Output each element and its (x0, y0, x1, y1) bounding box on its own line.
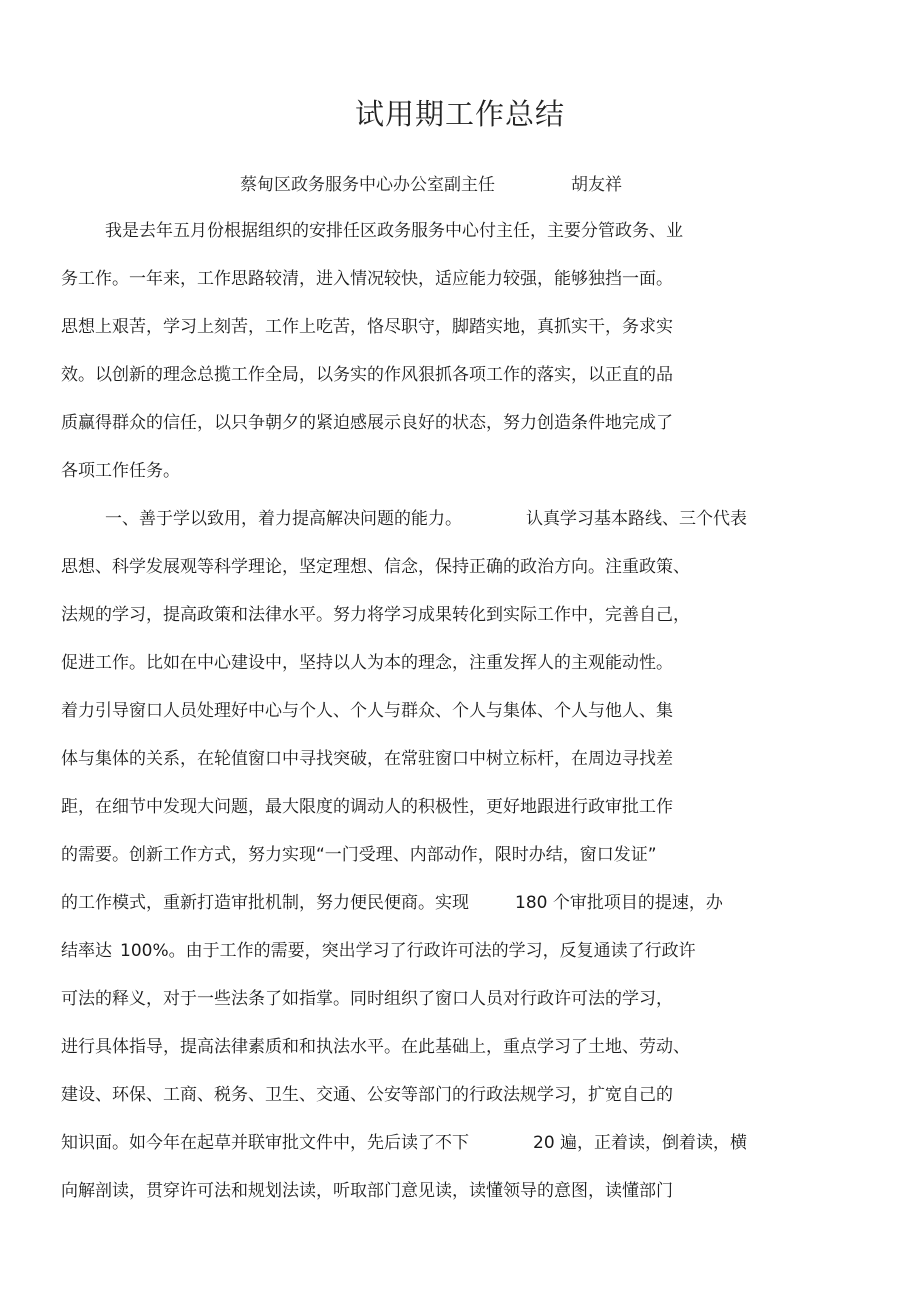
paragraph-text: 的工作模式，重新打造审批机制，努力便民便商。实现 (61, 893, 469, 913)
paragraph-line (61, 891, 723, 915)
byline (240, 170, 622, 195)
paragraph-text: 100%。由于工作的需要，突出学习了行政许可法的学习，反复通读了行政许 (120, 941, 696, 961)
paragraph-text: 20 遍，正着读，倒着读，横 (533, 1133, 748, 1153)
paragraph-line: 距，在细节中发现大问题，最大限度的调动人的积极性，更好地跟进行政审批工作 (61, 797, 673, 817)
author-name: 胡友祥 (571, 175, 622, 195)
page-title: 试用期工作总结 (354, 97, 565, 131)
paragraph-line: 各项工作任务。 (61, 461, 180, 481)
paragraph-line: 向解剖读，贯穿许可法和规划法读，听取部门意见读，读懂领导的意图，读懂部门 (61, 1181, 673, 1201)
paragraph-line: 进行具体指导，提高法律素质和和执法水平。在此基础上，重点学习了土地、劳动、 (61, 1037, 690, 1057)
paragraph-line (61, 1131, 747, 1155)
paragraph-line: 着力引导窗口人员处理好中心与个人、个人与群众、个人与集体、个人与他人、集 (61, 701, 673, 721)
paragraph-line (61, 939, 696, 963)
paragraph-line: 的需要。创新工作方式，努力实现“一门受理、内部动作，限时办结，窗口发证” (61, 845, 657, 865)
paragraph-line: 法规的学习，提高政策和法律水平。努力将学习成果转化到实际工作中，完善自己， (61, 605, 690, 625)
paragraph-line: 务工作。一年来，工作思路较清，进入情况较快，适应能力较强，能够独挡一面。 (61, 269, 673, 289)
paragraph-line: 体与集体的关系，在轮值窗口中寻找突破，在常驻窗口中树立标杆，在周边寻找差 (61, 749, 673, 769)
section-heading-line (105, 507, 747, 531)
paragraph-text: 结率达 (61, 941, 112, 961)
section-heading: 一、善于学以致用，着力提高解决问题的能力。 (105, 509, 462, 529)
paragraph-line: 可法的释义，对于一些法条了如指掌。同时组织了窗口人员对行政许可法的学习， (61, 989, 673, 1009)
paragraph-line: 我是去年五月份根据组织的安排任区政务服务中心付主任，主要分管政务、业 (105, 221, 683, 241)
paragraph-line: 效。以创新的理念总揽工作全局，以务实的作风狠抓各项工作的落实，以正直的品 (61, 365, 673, 385)
paragraph-text: 认真学习基本路线、三个代表 (526, 509, 747, 529)
paragraph-line: 质赢得群众的信任，以只争朝夕的紧迫感展示良好的状态，努力创造条件地完成了 (61, 413, 673, 433)
paragraph-line: 建设、环保、工商、税务、卫生、交通、公安等部门的行政法规学习，扩宽自己的 (61, 1085, 673, 1105)
paragraph-line: 促进工作。比如在中心建设中，坚持以人为本的理念，注重发挥人的主观能动性。 (61, 653, 673, 673)
paragraph-line: 思想、科学发展观等科学理论，坚定理想、信念，保持正确的政治方向。注重政策、 (61, 557, 690, 577)
paragraph-text: 180 个审批项目的提速，办 (515, 893, 723, 913)
paragraph-line: 思想上艰苦，学习上刻苦，工作上吃苦，恪尽职守，脚踏实地，真抓实干，务求实 (61, 317, 673, 337)
author-position: 蔡甸区政务服务中心办公室副主任 (240, 175, 495, 195)
paragraph-text: 知识面。如今年在起草并联审批文件中，先后读了不下 (61, 1133, 469, 1153)
